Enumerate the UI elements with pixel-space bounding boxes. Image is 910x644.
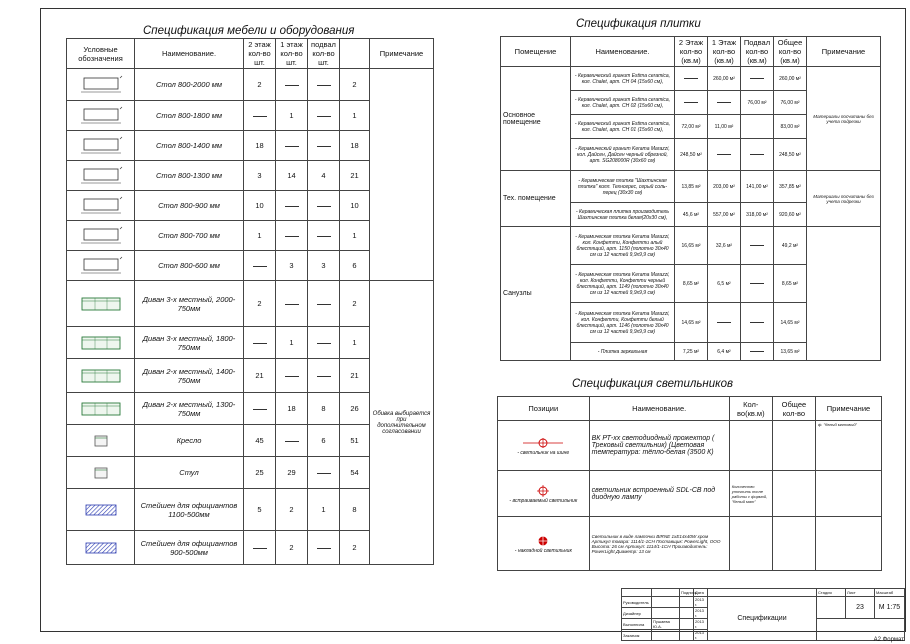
tile-name: - Керамическая плитка Kerama Marazzi, кол. Конфетти, Конфетти черный блестящий, арт. 1149 (полотно 30х40 см из 12 частей 9,9х9,9 см) [571,265,675,303]
track-light-icon [523,436,563,450]
furniture-symbol [67,251,135,281]
recessed-light-icon [536,484,550,498]
tile-qty-floor1: 32,6 м² [708,227,741,265]
stamp-date-label: Дата [694,589,708,597]
col-note: Примечание [370,39,434,69]
table-row [501,67,881,91]
stamp-year: 2013 г. [694,619,708,630]
furniture-name: Диван 3-х местный, 1800-750мм [135,327,244,359]
stamp-sheet-label: Лист [846,589,875,597]
qty-floor2 [244,393,276,425]
lamp-position: - светильник на шине [498,421,590,471]
qty-floor1 [276,425,308,457]
furniture-name: Стол 800-600 мм [135,251,244,281]
lamp-total [772,517,815,571]
lamp-position: - встраиваемый светильник [498,471,590,517]
stamp-role: Выполнила [622,619,652,630]
surface-light-icon [536,534,550,548]
qty-floor2: 2 [244,281,276,327]
col-tile-name: Наименование. [571,37,675,67]
qty-floor1 [276,359,308,393]
table-symbol-icon [78,106,124,126]
table-row [498,517,882,571]
lamps-title: Спецификация светильников [572,378,733,390]
tile-name: - Керамическая плитка "Шахтинская плитка" колл. Техногрес, серый соль-перец (30х30 см) [571,171,675,203]
qty-floor2: 25 [244,457,276,489]
qty-floor1: 1 [276,327,308,359]
tile-qty-basement [741,115,774,139]
qty-basement: 1 [308,489,340,531]
table-symbol-icon [78,136,124,156]
furniture-symbol [67,531,135,565]
tile-qty-basement [741,227,774,265]
lamp-position: - накладной светильник [498,517,590,571]
lamp-note: ф. "белый матовый" [815,421,881,471]
qty-floor2: 1 [244,221,276,251]
qty-basement: 8 [308,393,340,425]
table-symbol-icon [78,196,124,216]
qty-floor2 [244,251,276,281]
qty-floor2: 10 [244,191,276,221]
qty-floor1: 14 [276,161,308,191]
qty-floor1 [276,221,308,251]
stamp-role: Руководитель [622,597,652,608]
qty-total: 10 [340,191,370,221]
tile-qty-basement [741,265,774,303]
lamp-name: ВК РТ-хх светодиодный прожектор ( Трековый светильник) (Цветовая температура: тёпло-белая (3500 К) [589,421,729,471]
lamp-name: светильник встроенный SDL-CB под диодную лампу [589,471,729,517]
furniture-name: Стул [135,457,244,489]
stamp-sign-label: Подпись [681,590,697,595]
furniture-symbol [67,161,135,191]
stamp-scale: М 1:75 [875,597,905,619]
furniture-name: Диван 3-х местный, 2000-750мм [135,281,244,327]
tile-qty-floor2: 72,00 м² [675,115,708,139]
qty-total: 6 [340,251,370,281]
col-tile-basement: Подвал кол-во (кв.м) [741,37,774,67]
qty-basement [308,359,340,393]
qty-floor2: 21 [244,359,276,393]
tile-qty-floor2: 14,65 м² [675,303,708,343]
col-tile-note: Примечание [807,37,881,67]
tile-qty-total: 260,00 м² [774,67,807,91]
chair-symbol-icon [91,465,111,481]
furniture-name: Диван 2-х местный, 1300-750мм [135,393,244,425]
tile-qty-floor1: 6,4 м² [708,343,741,361]
tile-qty-floor2 [675,67,708,91]
qty-floor1: 29 [276,457,308,489]
qty-basement: 6 [308,425,340,457]
station-symbol-icon [84,541,118,555]
qty-basement [308,457,340,489]
furniture-symbol [67,327,135,359]
tile-qty-floor1 [708,91,741,115]
tile-note-empty [807,227,881,361]
qty-total: 2 [340,69,370,101]
furniture-name: Стол 800-2000 мм [135,69,244,101]
table-symbol-icon [78,226,124,246]
stamp-role: Заказчик [622,630,652,641]
col-tile-f1: 1 Этаж кол-во (кв.м) [708,37,741,67]
tile-name: - Керамический гранит Estima ceramica, кол. Chalet, арт. CH 02 (15х60 см), [571,91,675,115]
tile-name: - Керамический гранит Estima ceramica, кол. Chalet, арт. CH 04 (15х60 см), [571,67,675,91]
qty-basement [308,131,340,161]
qty-floor1: 1 [276,101,308,131]
qty-basement [308,327,340,359]
sofa-symbol-icon [78,333,124,353]
title-block [621,588,905,641]
qty-floor2: 18 [244,131,276,161]
qty-basement: 3 [308,251,340,281]
table-row [498,471,882,517]
furniture-title: Спецификация мебели и оборудования [143,25,355,37]
qty-floor2: 2 [244,69,276,101]
furniture-symbol [67,131,135,161]
tiles-title: Спецификация плитки [576,18,701,30]
stamp-person [652,608,680,619]
lamp-qty: Количество уточнить после работы с фирмой, "белый мат" [729,471,772,517]
qty-basement [308,69,340,101]
qty-basement [308,221,340,251]
qty-floor1: 3 [276,251,308,281]
furniture-symbol [67,457,135,489]
sofa-symbol-icon [78,366,124,386]
col-name: Наименование. [135,39,244,69]
tile-qty-basement: 318,00 м² [741,203,774,227]
qty-floor2 [244,531,276,565]
col-lamp-qty: Кол-во(кв.м) [729,397,772,421]
furniture-name: Стол 800-1300 мм [135,161,244,191]
furniture-symbol [67,425,135,457]
tile-qty-floor2: 16,65 м² [675,227,708,265]
tile-qty-basement: 141,00 м² [741,171,774,203]
lamp-total [772,421,815,471]
furniture-name: Стол 800-900 мм [135,191,244,221]
stamp-year: 2013 г. [694,630,708,641]
qty-total: 51 [340,425,370,457]
tile-qty-floor1 [708,139,741,171]
tile-qty-floor1: 260,00 м² [708,67,741,91]
room-wc: Санузлы [501,227,571,361]
qty-total: 26 [340,393,370,425]
qty-basement [308,191,340,221]
stamp-scale-label: Масштаб [875,589,905,597]
table-symbol-icon [78,166,124,186]
table-row [501,171,881,203]
qty-total: 54 [340,457,370,489]
col-floor2: 2 этаж кол-во шт. [244,39,276,69]
tile-qty-basement [741,303,774,343]
furniture-symbol [67,489,135,531]
tile-qty-floor1: 6,5 м² [708,265,741,303]
tile-qty-total: 76,00 м² [774,91,807,115]
tile-qty-total: 8,65 м² [774,265,807,303]
qty-total: 2 [340,531,370,565]
sofa-symbol-icon [78,399,124,419]
stamp-person [652,630,680,641]
table-symbol-icon [78,75,124,95]
qty-total: 1 [340,327,370,359]
furniture-symbol [67,101,135,131]
tile-name: - Керамический гранит Estima ceramica, кол. Chalet, арт. CH 01 (15х60 см), [571,115,675,139]
col-room: Помещение [501,37,571,67]
col-tile-f2: 2 Этаж кол-во (кв.м) [675,37,708,67]
qty-basement [308,531,340,565]
tile-qty-floor2: 248,50 м² [675,139,708,171]
qty-floor1 [276,69,308,101]
tile-qty-floor1 [708,303,741,343]
furniture-name: Стейшен для официантов 900-500мм [135,531,244,565]
tile-qty-total: 49,2 м² [774,227,807,265]
tile-qty-total: 248,50 м² [774,139,807,171]
stamp-year: 2013 г. [694,597,708,608]
lamp-total [772,471,815,517]
furniture-name: Кресло [135,425,244,457]
tile-name: - Керамическая плитка Kerama Marazzi, кол. Конфетти, Конфетти алый блестящий, арт. 1150 (полотно 30х40 см из 12 частей 9,9х9,9 см) [571,227,675,265]
lamp-qty [729,421,772,471]
sofa-symbol-icon [78,294,124,314]
stamp-role: Дизайнер [622,608,652,619]
qty-basement: 4 [308,161,340,191]
stamp-person [652,597,680,608]
col-symbol: Условные обозначения [67,39,135,69]
qty-total: 21 [340,161,370,191]
tile-qty-floor2: 7,25 м² [675,343,708,361]
tile-qty-floor1: 557,00 м² [708,203,741,227]
furniture-note [370,69,434,281]
qty-total: 18 [340,131,370,161]
qty-total: 8 [340,489,370,531]
station-symbol-icon [84,503,118,517]
col-lamp-name: Наименование. [589,397,729,421]
furniture-symbol [67,69,135,101]
stamp-subject: Спецификации [708,597,817,641]
qty-basement [308,101,340,131]
qty-floor1: 2 [276,531,308,565]
lamp-name: Светильник в виде лампочки BIRNE 1xE14x40W хром Артикул товара: 1114/1-1CH Поставщик: PowerLight, OOO Высота: 26 см Артикул: 1114/1-1CH Производитель: PowerLight Диаметр: 13 см [589,517,729,571]
qty-floor2 [244,327,276,359]
qty-floor2: 5 [244,489,276,531]
qty-floor2: 3 [244,161,276,191]
tiles-table [500,36,881,361]
furniture-name: Стол 800-1800 мм [135,101,244,131]
furniture-note-upholstery: Обивка выбирается при дополнительном согласовании [370,281,434,565]
tile-qty-basement [741,67,774,91]
qty-floor1: 18 [276,393,308,425]
table-row [67,69,434,101]
furniture-symbol [67,221,135,251]
lamps-table [497,396,882,571]
col-total [340,39,370,69]
tile-qty-floor2: 45,6 м² [675,203,708,227]
stamp-sheet-number: 23 [846,597,875,619]
lamp-note [815,517,881,571]
table-symbol-icon [78,256,124,276]
furniture-symbol [67,191,135,221]
qty-total: 2 [340,281,370,327]
col-pos: Позиции [498,397,590,421]
qty-floor1: 2 [276,489,308,531]
qty-floor2: 45 [244,425,276,457]
furniture-name: Стол 800-700 мм [135,221,244,251]
col-lamp-total: Общее кол-во [772,397,815,421]
lamp-qty [729,517,772,571]
tile-qty-total: 357,85 м² [774,171,807,203]
sheet-format: А2 Формат [873,637,904,643]
stamp-year: 2013 г. [694,608,708,619]
tile-note: Материалы посчитаны без учета подрезки [807,67,881,171]
furniture-name: Стейшен для официантов 1100-500мм [135,489,244,531]
qty-total: 21 [340,359,370,393]
furniture-symbol [67,359,135,393]
table-row [498,421,882,471]
tile-name: - Керамическая плитка производитель Шахтинская плитка белая(20х30 см), [571,203,675,227]
tile-qty-total: 83,00 м² [774,115,807,139]
tile-qty-basement [741,139,774,171]
qty-floor1 [276,281,308,327]
room-tech: Тех. помещение [501,171,571,227]
col-tile-total: Общее кол-во (кв.м) [774,37,807,67]
col-floor1: 1 этаж кол-во шт. [276,39,308,69]
qty-floor2 [244,101,276,131]
tile-qty-floor2: 8,65 м² [675,265,708,303]
tile-qty-total: 920,60 м² [774,203,807,227]
room-main: Основное помещение [501,67,571,171]
col-lamp-note: Примечание [815,397,881,421]
furniture-symbol [67,393,135,425]
tile-qty-floor2: 13,85 м² [675,171,708,203]
tile-qty-total: 14,65 м² [774,303,807,343]
furniture-table [66,38,434,565]
tile-name: - Керамическая плитка Kerama Marazzi, кол. Конфетти, Конфетти белый блестящий, арт. 1146 (полотно 30х40 см из 12 частей 9,9х9,9 см) [571,303,675,343]
tile-qty-floor1: 11,00 м² [708,115,741,139]
chair-symbol-icon [91,433,111,449]
table-row [501,227,881,265]
lamp-note [815,471,881,517]
qty-basement [308,281,340,327]
tile-name: - Керамический гранит Kerama Marazzi, кол. Дайсен, Дайсен черный обрезной, арт. SG208000R (30х60 см) [571,139,675,171]
furniture-name: Диван 2-х местный, 1400-750мм [135,359,244,393]
qty-total: 1 [340,101,370,131]
furniture-name: Стол 800-1400 мм [135,131,244,161]
tile-name: - Плитка зеркальная [571,343,675,361]
tile-qty-basement [741,343,774,361]
col-basement: подвал кол-во шт. [308,39,340,69]
qty-floor1 [276,131,308,161]
table-row [67,281,434,327]
tile-note: Материалы посчитаны без учета подрезки [807,171,881,227]
furniture-symbol [67,281,135,327]
tile-qty-basement: 76,00 м² [741,91,774,115]
stamp-stage-label: Стадия [817,589,846,597]
tile-qty-floor1: 203,00 м² [708,171,741,203]
stamp-person: Пушаева Ю.А. [652,619,680,630]
qty-total: 1 [340,221,370,251]
tile-qty-total: 13,65 м² [774,343,807,361]
tile-qty-floor2 [675,91,708,115]
qty-floor1 [276,191,308,221]
